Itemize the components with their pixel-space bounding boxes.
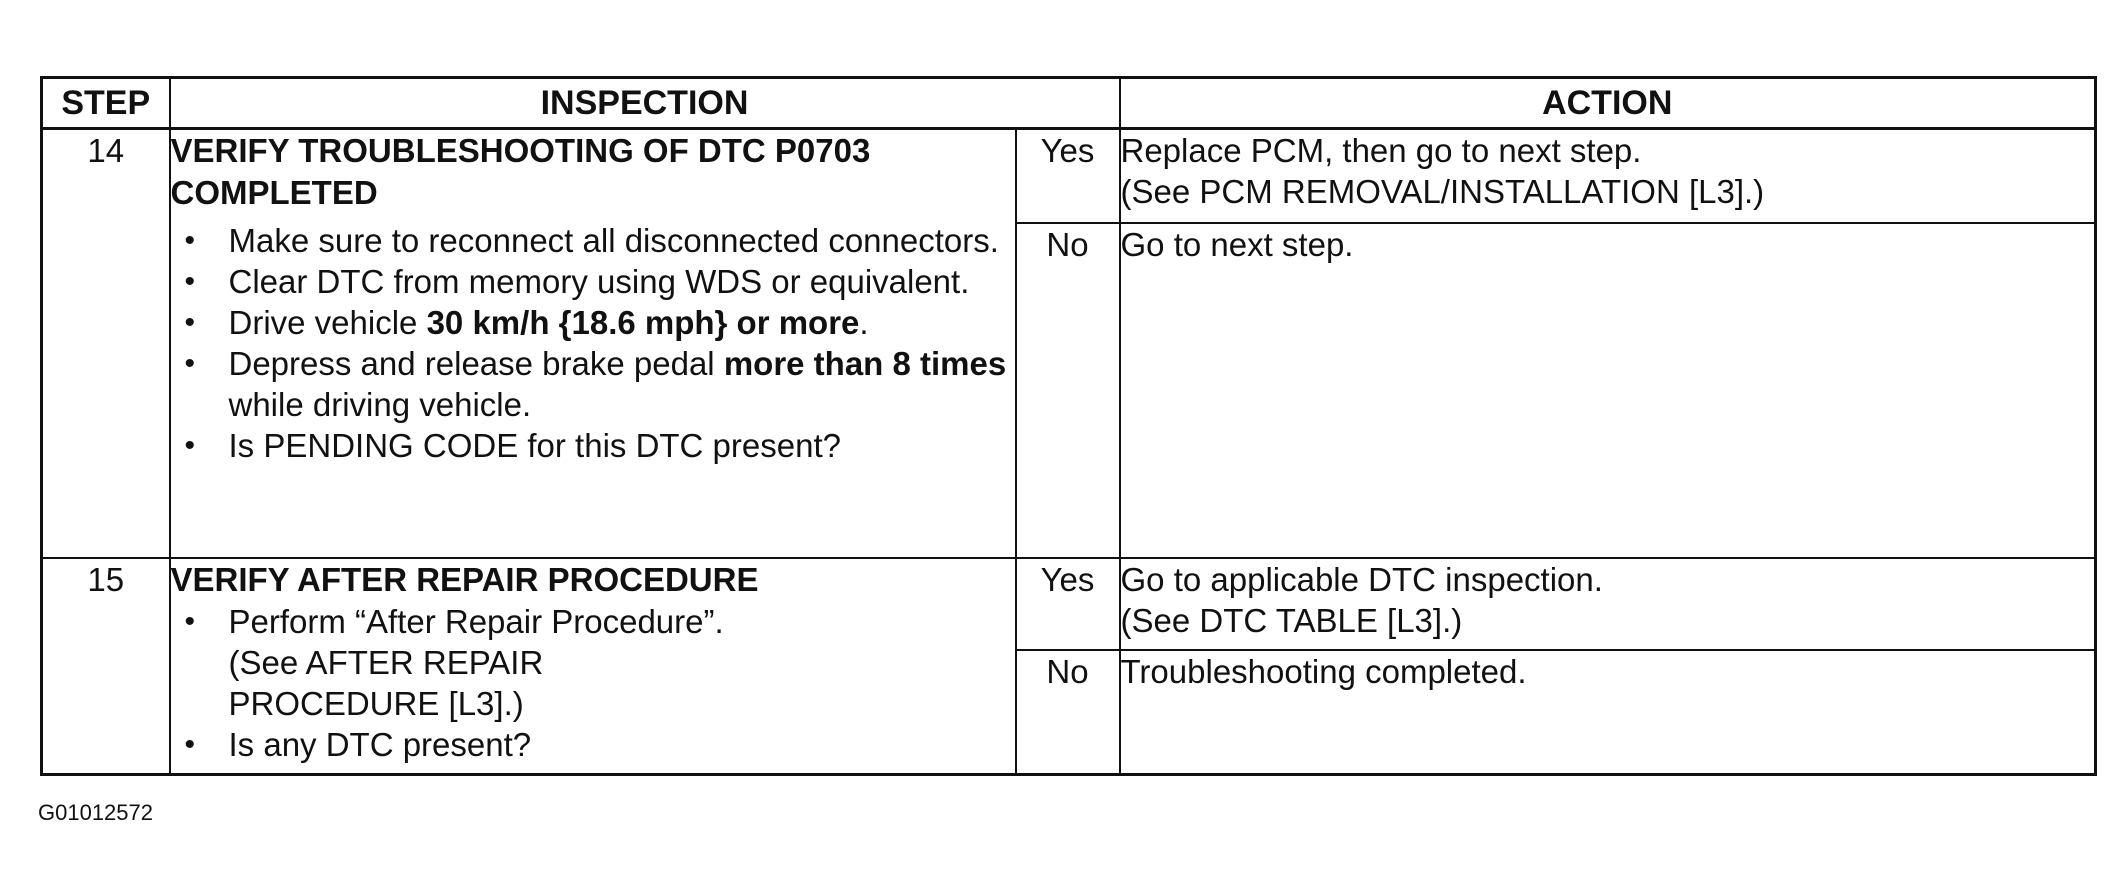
list-item: • Is any DTC present?	[171, 724, 1015, 765]
diagnostic-table	[40, 76, 2097, 776]
yes-label: Yes	[1016, 558, 1120, 650]
figure-code: G01012572	[38, 800, 153, 825]
header-inspection: INSPECTION	[170, 78, 1120, 129]
no-label: No	[1016, 223, 1120, 558]
list-item: • Drive vehicle 30 km/h {18.6 mph} or more.	[171, 302, 1015, 343]
inspection-title: VERIFY TROUBLESHOOTING OF DTC P0703 COMPLETED	[170, 132, 871, 211]
inspection-bullets	[171, 601, 1015, 765]
header-action: ACTION	[1120, 78, 2096, 129]
header-row	[42, 78, 2096, 129]
step-number: 14	[42, 129, 170, 558]
list-item: • Clear DTC from memory using WDS or equivalent.	[171, 261, 1015, 302]
inspection-cell	[170, 558, 1016, 775]
inspection-cell	[170, 129, 1016, 558]
list-item: • Is PENDING CODE for this DTC present?	[171, 425, 1015, 466]
inspection-bullets	[171, 220, 1015, 466]
no-action: Go to next step.	[1120, 223, 2096, 558]
list-item: • Make sure to reconnect all disconnected connectors.	[171, 220, 1015, 261]
inspection-title: VERIFY AFTER REPAIR PROCEDURE	[170, 560, 759, 598]
step-number: 15	[42, 558, 170, 775]
yes-action: Go to applicable DTC inspection. (See DTC TABLE [L3].)	[1120, 558, 2096, 650]
table-row	[42, 558, 2096, 650]
yes-action: Replace PCM, then go to next step. (See PCM REMOVAL/INSTALLATION [L3].)	[1120, 129, 2096, 223]
yes-label: Yes	[1016, 129, 1120, 223]
table-row	[42, 129, 2096, 223]
list-item: • Depress and release brake pedal more than 8 times while driving vehicle.	[171, 343, 1015, 425]
header-step: STEP	[42, 78, 170, 129]
list-item: • Perform “After Repair Procedure”. (See AFTER REPAIR PROCEDURE [L3].)	[171, 601, 1015, 724]
no-label: No	[1016, 650, 1120, 774]
no-action: Troubleshooting completed.	[1120, 650, 2096, 774]
